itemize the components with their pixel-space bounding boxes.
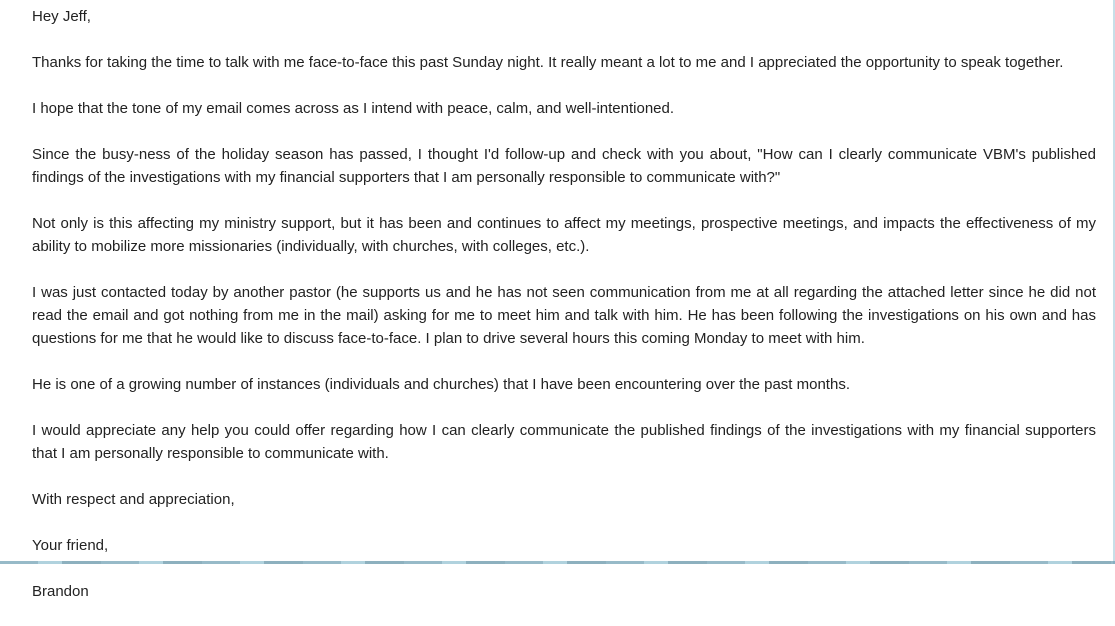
email-signoff: Your friend, xyxy=(32,537,109,554)
email-body xyxy=(32,5,1096,626)
email-paragraph-7: I would appreciate any help you could offer regarding how I can clearly communicate the published findings of the investigations with my financial supporters that I am personally responsible to communicate with. xyxy=(32,422,1096,462)
email-greeting: Hey Jeff, xyxy=(32,8,91,25)
pane-bottom-border xyxy=(0,561,1115,564)
email-paragraph-5: I was just contacted today by another pastor (he supports us and he has not seen communication from me at all regarding the attached letter since he did not read the email and got nothing from me in the mail) asking for me to meet him and talk with him. He has been following the investigations on his own and has questions for me that he would like to discuss face-to-face. I plan to drive several hours this coming Monday to meet with him. xyxy=(32,284,1096,347)
email-paragraph-1: Thanks for taking the time to talk with me face-to-face this past Sunday night. It really meant a lot to me and I appreciated the opportunity to speak together. xyxy=(32,54,1064,71)
email-closing: With respect and appreciation, xyxy=(32,491,235,508)
email-paragraph-6: He is one of a growing number of instances (individuals and churches) that I have been encountering over the past months. xyxy=(32,376,850,393)
email-paragraph-4: Not only is this affecting my ministry support, but it has been and continues to affect my meetings, prospective meetings, and impacts the effectiveness of my ability to mobilize more missionaries (individually, with churches, with colleges, etc.). xyxy=(32,215,1096,255)
email-paragraph-2: I hope that the tone of my email comes across as I intend with peace, calm, and well-intentioned. xyxy=(32,100,675,117)
email-paragraph-3: Since the busy-ness of the holiday season has passed, I thought I'd follow-up and check with you about, "How can I clearly communicate VBM's published findings of the investigations with my financial supporters that I am personally responsible to communicate with?" xyxy=(32,146,1096,186)
email-signature: Brandon xyxy=(32,583,89,600)
